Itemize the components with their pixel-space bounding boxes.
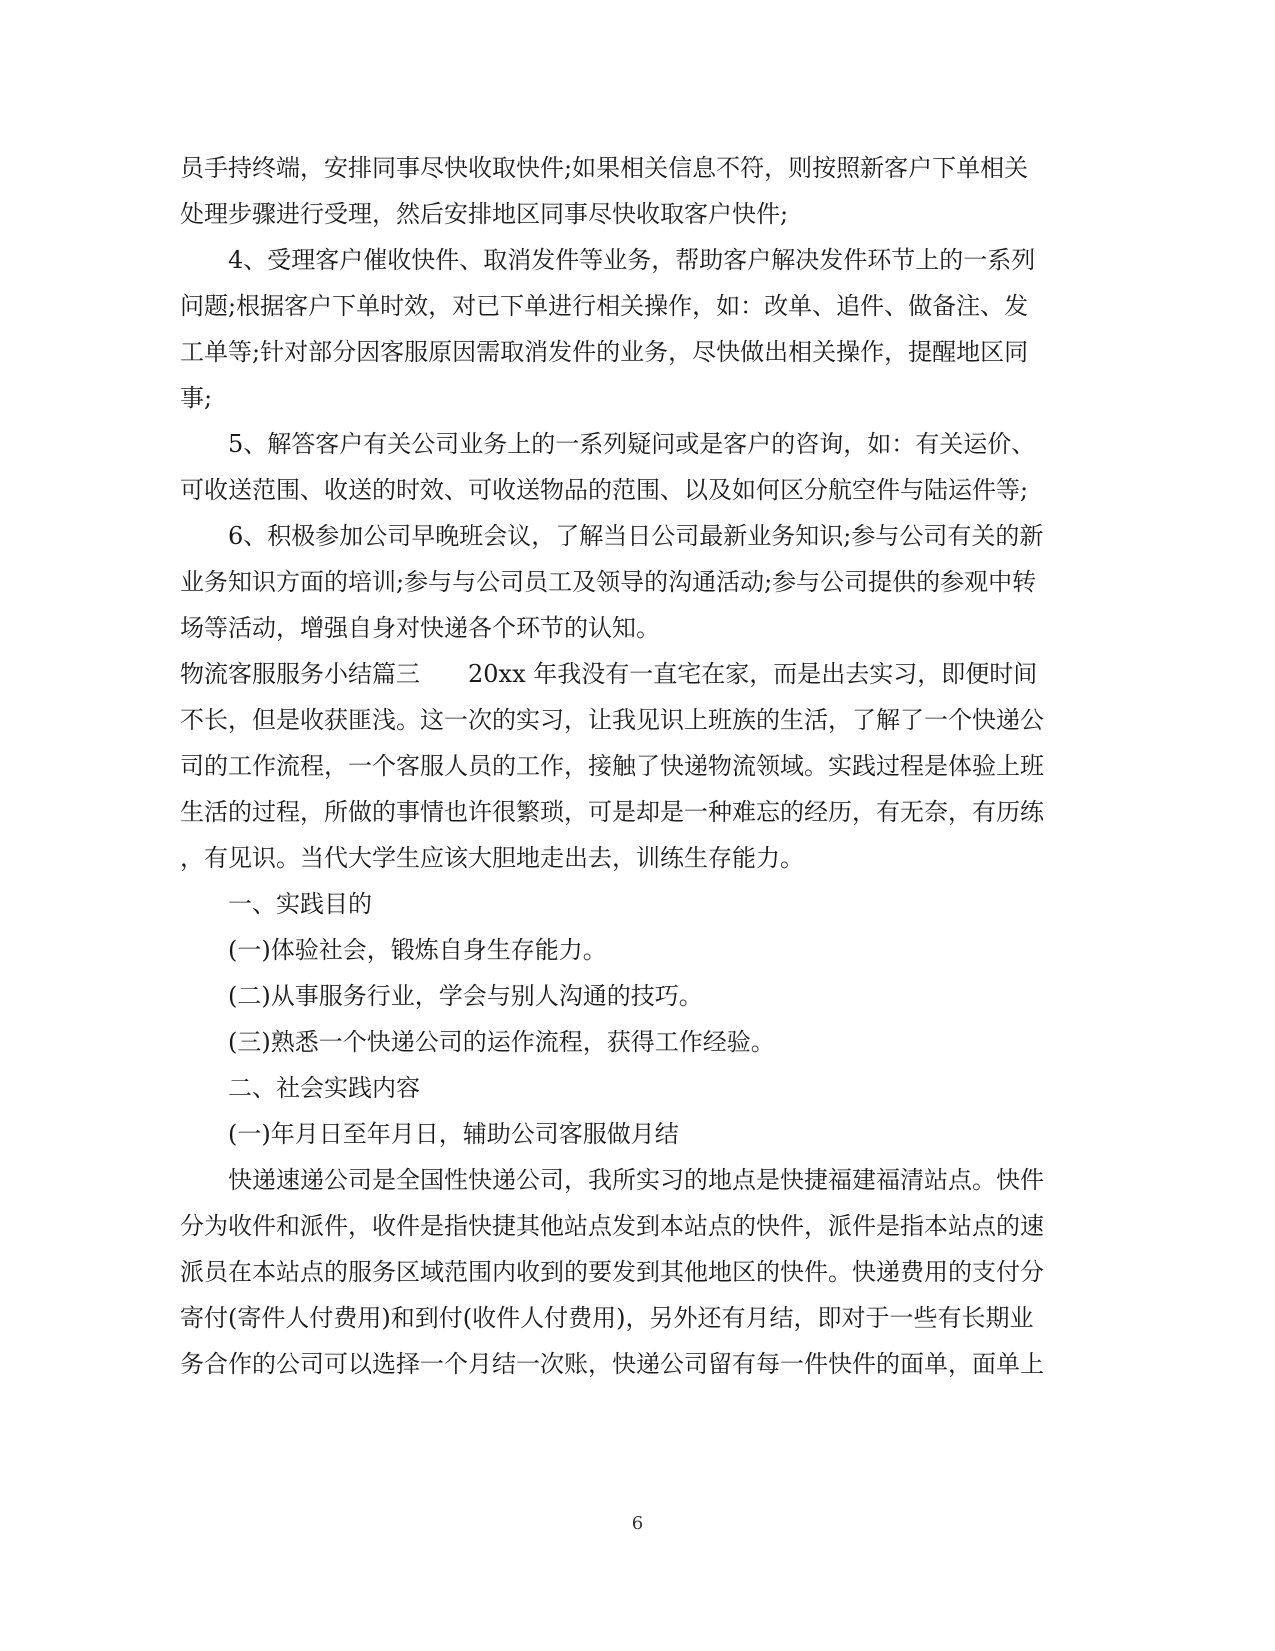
text-line: 寄付(寄件人付费用)和到付(收件人付费用)，另外还有月结，即对于一些有长期业: [180, 1304, 1034, 1332]
text-line: 问题;根据客户下单时效，对已下单进行相关操作，如：改单、追件、做备注、发: [180, 292, 1029, 320]
text-line: 业务知识方面的培训;参与与公司员工及领导的沟通活动;参与公司提供的参观中转: [180, 568, 1037, 596]
text-line: 5、解答客户有关公司业务上的一系列疑问或是客户的咨询，如：有关运价、: [228, 430, 1036, 458]
text-line: 生活的过程，所做的事情也许很繁琐，可是却是一种难忘的经历，有无奈，有历练: [180, 798, 1044, 826]
text-line: 处理步骤进行受理，然后安排地区同事尽快收取客户快件;: [180, 200, 789, 228]
text-line: 分为收件和派件，收件是指快捷其他站点发到本站点的快件，派件是指本站点的速: [180, 1212, 1044, 1240]
text-line: 场等活动，增强自身对快递各个环节的认知。: [180, 614, 660, 642]
text-line: (一)年月日至年月日，辅助公司客服做月结: [228, 1120, 679, 1148]
text-line: 派员在本站点的服务区域范围内收到的要发到其他地区的快件。快递费用的支付分: [180, 1258, 1044, 1286]
text-line: 不长，但是收获匪浅。这一次的实习，让我见识上班族的生活，了解了一个快递公: [180, 706, 1044, 734]
subheading-line: 一、实践目的: [228, 890, 372, 918]
text-line: 工单等;针对部分因客服原因需取消发件的业务，尽快做出相关操作，提醒地区同: [180, 338, 1029, 366]
subheading-line: 二、社会实践内容: [228, 1074, 420, 1102]
text-line: 6、积极参加公司早晚班会议，了解当日公司最新业务知识;参与公司有关的新: [228, 522, 1044, 550]
page-number: 6: [631, 1513, 644, 1534]
text-line: ，有见识。当代大学生应该大胆地走出去，训练生存能力。: [180, 844, 804, 872]
text-line: 务合作的公司可以选择一个月结一次账，快递公司留有每一件快件的面单，面单上: [180, 1350, 1044, 1378]
text-line: (二)从事服务行业，学会与别人沟通的技巧。: [228, 982, 703, 1010]
text-line: 快递速递公司是全国性快递公司，我所实习的地点是快捷福建福清站点。快件: [228, 1166, 1044, 1194]
text-line: (一)体验社会，锻炼自身生存能力。: [228, 936, 607, 964]
section-heading-line: 物流客服服务小结篇三 20xx 年我没有一直宅在家，而是出去实习，即便时间: [180, 660, 1038, 688]
text-line: 4、受理客户催收快件、取消发件等业务，帮助客户解决发件环节上的一系列: [228, 246, 1036, 274]
text-line: 事;: [180, 384, 213, 412]
text-line: (三)熟悉一个快递公司的运作流程，获得工作经验。: [228, 1028, 775, 1056]
text-line: 司的工作流程，一个客服人员的工作，接触了快递物流领域。实践过程是体验上班: [180, 752, 1044, 780]
text-line: 员手持终端，安排同事尽快收取快件;如果相关信息不符，则按照新客户下单相关: [180, 154, 1029, 182]
text-line: 可收送范围、收送的时效、可收送物品的范围、以及如何区分航空件与陆运件等;: [180, 476, 1029, 504]
